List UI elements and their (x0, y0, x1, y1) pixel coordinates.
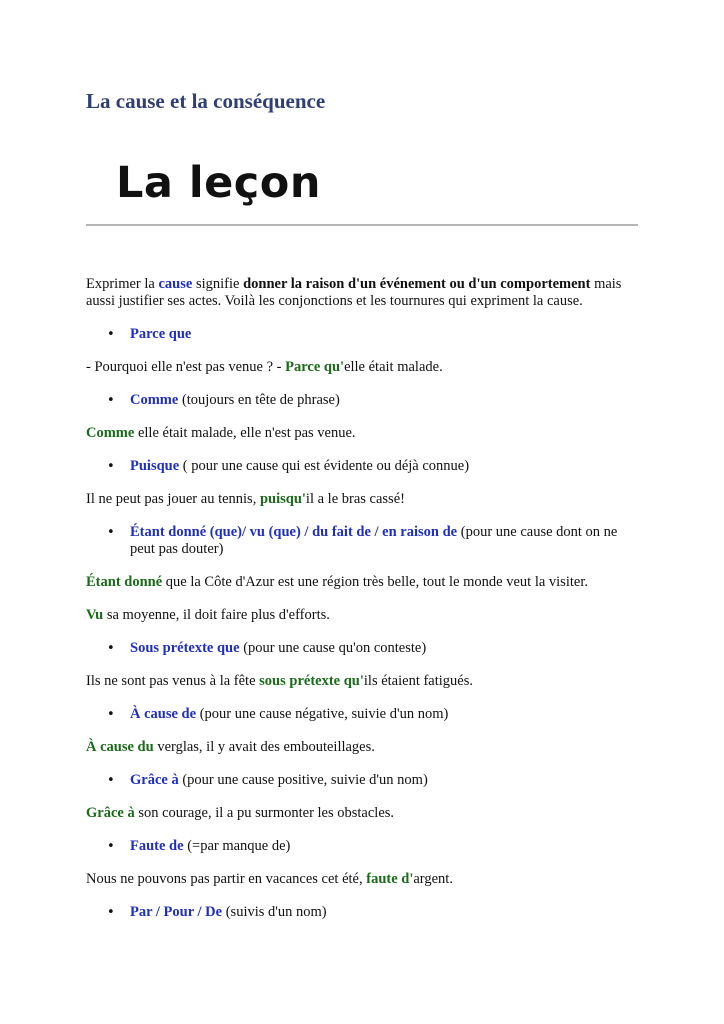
example-sentence (86, 574, 638, 591)
usage-note: (pour une cause dont on ne peut pas douter) (130, 524, 618, 557)
example-sentence (86, 491, 638, 508)
example-text: verglas, il y avait des embouteillages. (153, 739, 375, 755)
example-sentence (86, 871, 638, 888)
bullet-list (86, 458, 638, 475)
example-connector: sous prétexte qu' (259, 673, 364, 689)
list-item (130, 772, 638, 789)
list-item (130, 640, 638, 657)
example-sentence (86, 805, 638, 822)
list-item (130, 904, 638, 921)
example-text: elle était malade, elle n'est pas venue. (134, 425, 356, 441)
intro-text: mais aussi justifier ses actes. Voilà les conjonctions et les tournures qui expriment la cause. (86, 276, 622, 309)
list-item (130, 458, 638, 475)
example-text: il a le bras cassé! (305, 491, 405, 507)
connector-term: À cause de (130, 706, 197, 722)
usage-note: (pour une cause positive, suivie d'un nom) (178, 772, 428, 788)
bullet-list (86, 904, 638, 921)
usage-note: (=par manque de) (183, 838, 291, 854)
example-sentence (86, 739, 638, 756)
horizontal-rule (86, 224, 638, 226)
connector-term: Puisque (130, 458, 180, 474)
list-item (130, 706, 638, 723)
connector-term: Comme (130, 392, 179, 408)
list-item (130, 392, 638, 409)
example-text: ils étaient fatigués. (363, 673, 474, 689)
bullet-list (86, 392, 638, 409)
example-text: elle était malade. (344, 359, 443, 375)
example-text: argent. (413, 871, 453, 887)
connector-term: Faute de (130, 838, 184, 854)
connector-term: Grâce à (130, 772, 179, 788)
example-connector: puisqu' (259, 491, 306, 507)
document-title: La cause et la conséquence (86, 89, 326, 113)
bullet-list (86, 838, 638, 855)
usage-note: (toujours en tête de phrase) (178, 392, 340, 408)
example-connector: Parce qu' (285, 359, 345, 375)
example-sentence (86, 673, 638, 690)
bullet-list (86, 640, 638, 657)
example-text: Nous ne pouvons pas partir en vacances cet été, (86, 871, 367, 887)
connector-term: Parce que (130, 326, 192, 342)
list-item (130, 326, 638, 343)
bullet-list (86, 524, 638, 558)
example-sentence (86, 425, 638, 442)
example-connector: Comme (86, 425, 135, 441)
example-connector: Étant donné (86, 574, 163, 590)
usage-note: (suivis d'un nom) (222, 904, 327, 920)
usage-note: (pour une cause qu'on conteste) (239, 640, 427, 656)
list-item (130, 524, 638, 558)
bullet-list (86, 772, 638, 789)
example-text: - Pourquoi elle n'est pas venue ? - (86, 359, 286, 375)
bullet-list (86, 326, 638, 343)
intro-text: signifie (192, 276, 244, 292)
bullet-list (86, 706, 638, 723)
lesson-body (86, 276, 638, 937)
example-text: son courage, il a pu surmonter les obstacles. (134, 805, 395, 821)
example-connector: À cause du (86, 739, 154, 755)
example-text: Ils ne sont pas venus à la fête (86, 673, 260, 689)
intro-text: Exprimer la (86, 276, 159, 292)
example-connector: Grâce à (86, 805, 135, 821)
example-connector: Vu (86, 607, 104, 623)
example-text: sa moyenne, il doit faire plus d'efforts. (103, 607, 330, 623)
connector-term: Étant donné (que)/ vu (que) / du fait de / en raison de (130, 524, 458, 540)
example-text: que la Côte d'Azur est une région très belle, tout le monde veut la visiter. (162, 574, 588, 590)
usage-note: ( pour une cause qui est évidente ou déjà connue) (179, 458, 470, 474)
intro-definition: donner la raison d'un événement ou d'un comportement (243, 276, 591, 292)
lesson-heading: La leçon (116, 158, 321, 208)
example-text: Il ne peut pas jouer au tennis, (86, 491, 260, 507)
connector-term: Par / Pour / De (130, 904, 223, 920)
list-item (130, 838, 638, 855)
intro-paragraph (86, 276, 638, 310)
connector-term: Sous prétexte que (130, 640, 240, 656)
intro-keyword: cause (158, 276, 193, 292)
example-sentence (86, 359, 638, 376)
example-connector: faute d' (366, 871, 414, 887)
example-sentence (86, 607, 638, 624)
usage-note: (pour une cause négative, suivie d'un nom) (196, 706, 449, 722)
